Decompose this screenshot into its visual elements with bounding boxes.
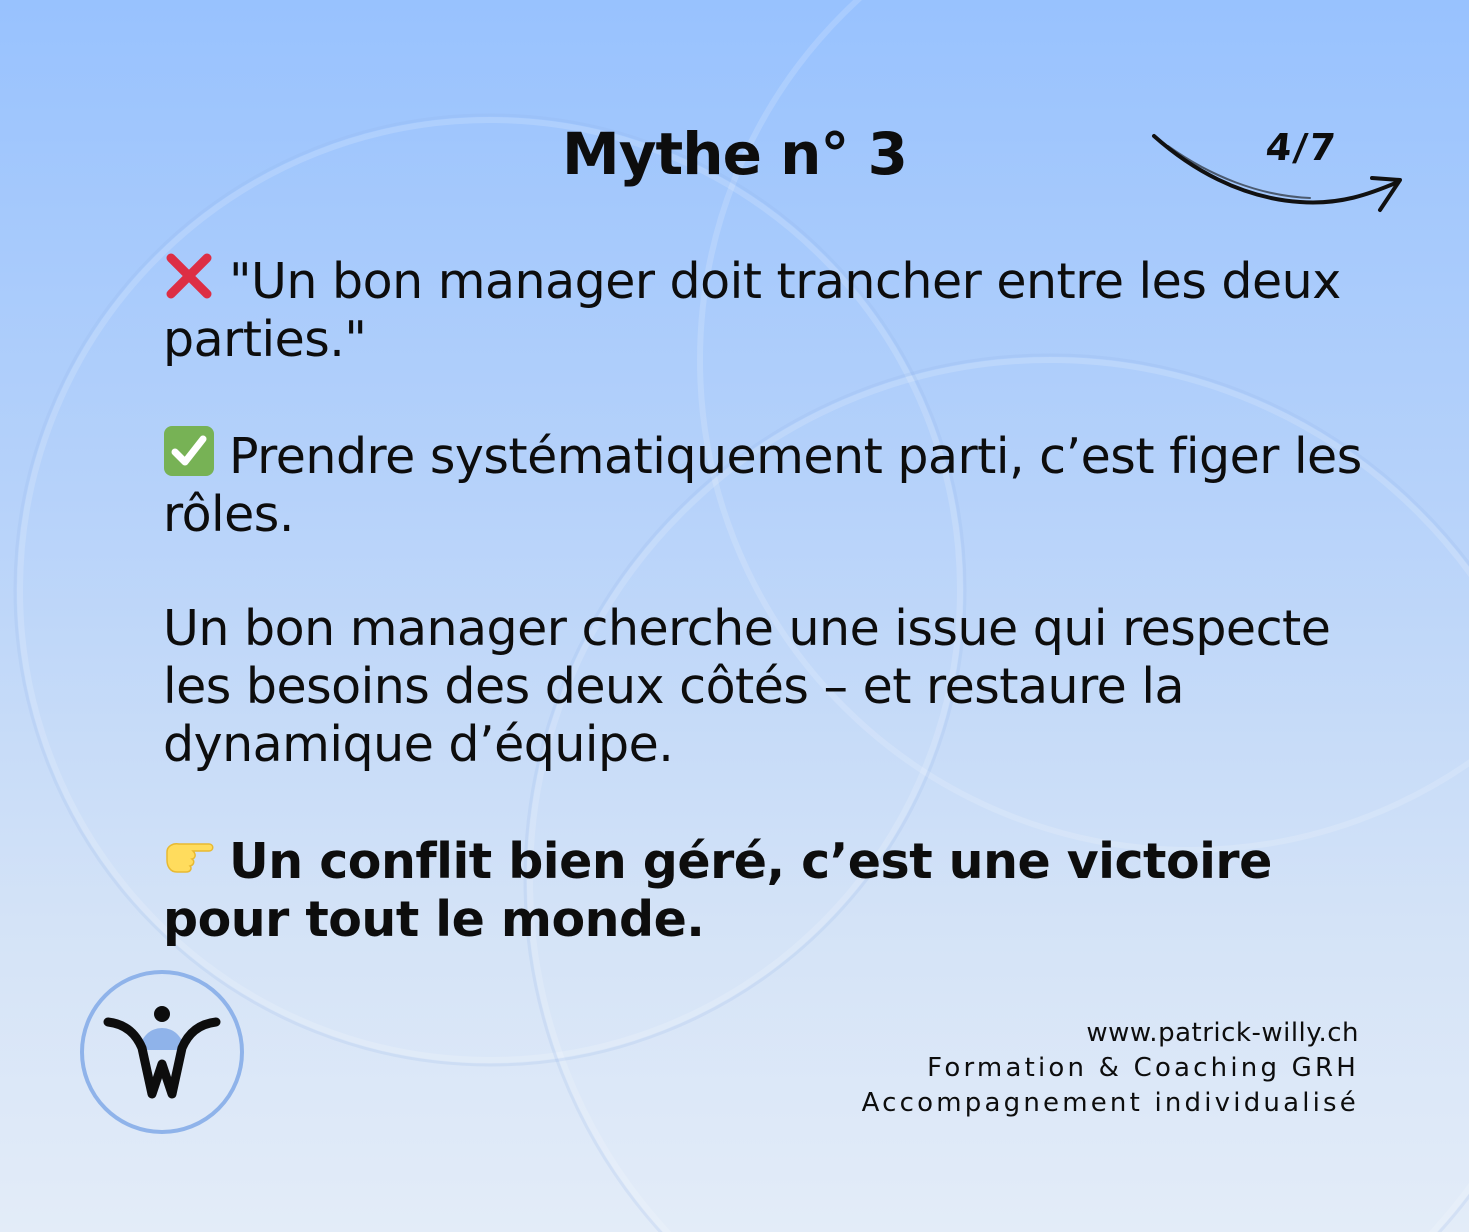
truth-statement — [163, 425, 1383, 544]
tagline-accompagnement: Accompagnement individualisé — [861, 1088, 1359, 1118]
website-link[interactable]: www.patrick-willy.ch — [1086, 1018, 1359, 1048]
slide-content — [163, 250, 1383, 949]
check-mark-icon — [163, 425, 215, 477]
slide-title: Mythe n° 3 — [562, 120, 907, 188]
conclusion-statement — [163, 830, 1383, 949]
logo-w-person — [78, 968, 246, 1136]
pointing-hand-icon — [163, 830, 215, 882]
myth-text: "Un bon manager doit trancher entre les deux parties." — [163, 253, 1341, 368]
hand-drawn-arrow-icon — [1150, 128, 1410, 218]
explanation-paragraph: Un bon manager cherche une issue qui respecte les besoins des deux côtés – et restaure la dynamique d’équipe. — [163, 600, 1331, 773]
cross-mark-icon — [163, 250, 215, 302]
footer-contact — [862, 1016, 1359, 1121]
truth-text: Prendre systématiquement parti, c’est figer les rôles. — [163, 428, 1362, 543]
page-indicator: 4/7 — [1263, 126, 1340, 169]
myth-statement — [163, 250, 1383, 369]
conclusion-text: Un conflit bien géré, c’est une victoire pour tout le monde. — [163, 833, 1272, 948]
tagline-formation: Formation & Coaching GRH — [927, 1053, 1359, 1083]
